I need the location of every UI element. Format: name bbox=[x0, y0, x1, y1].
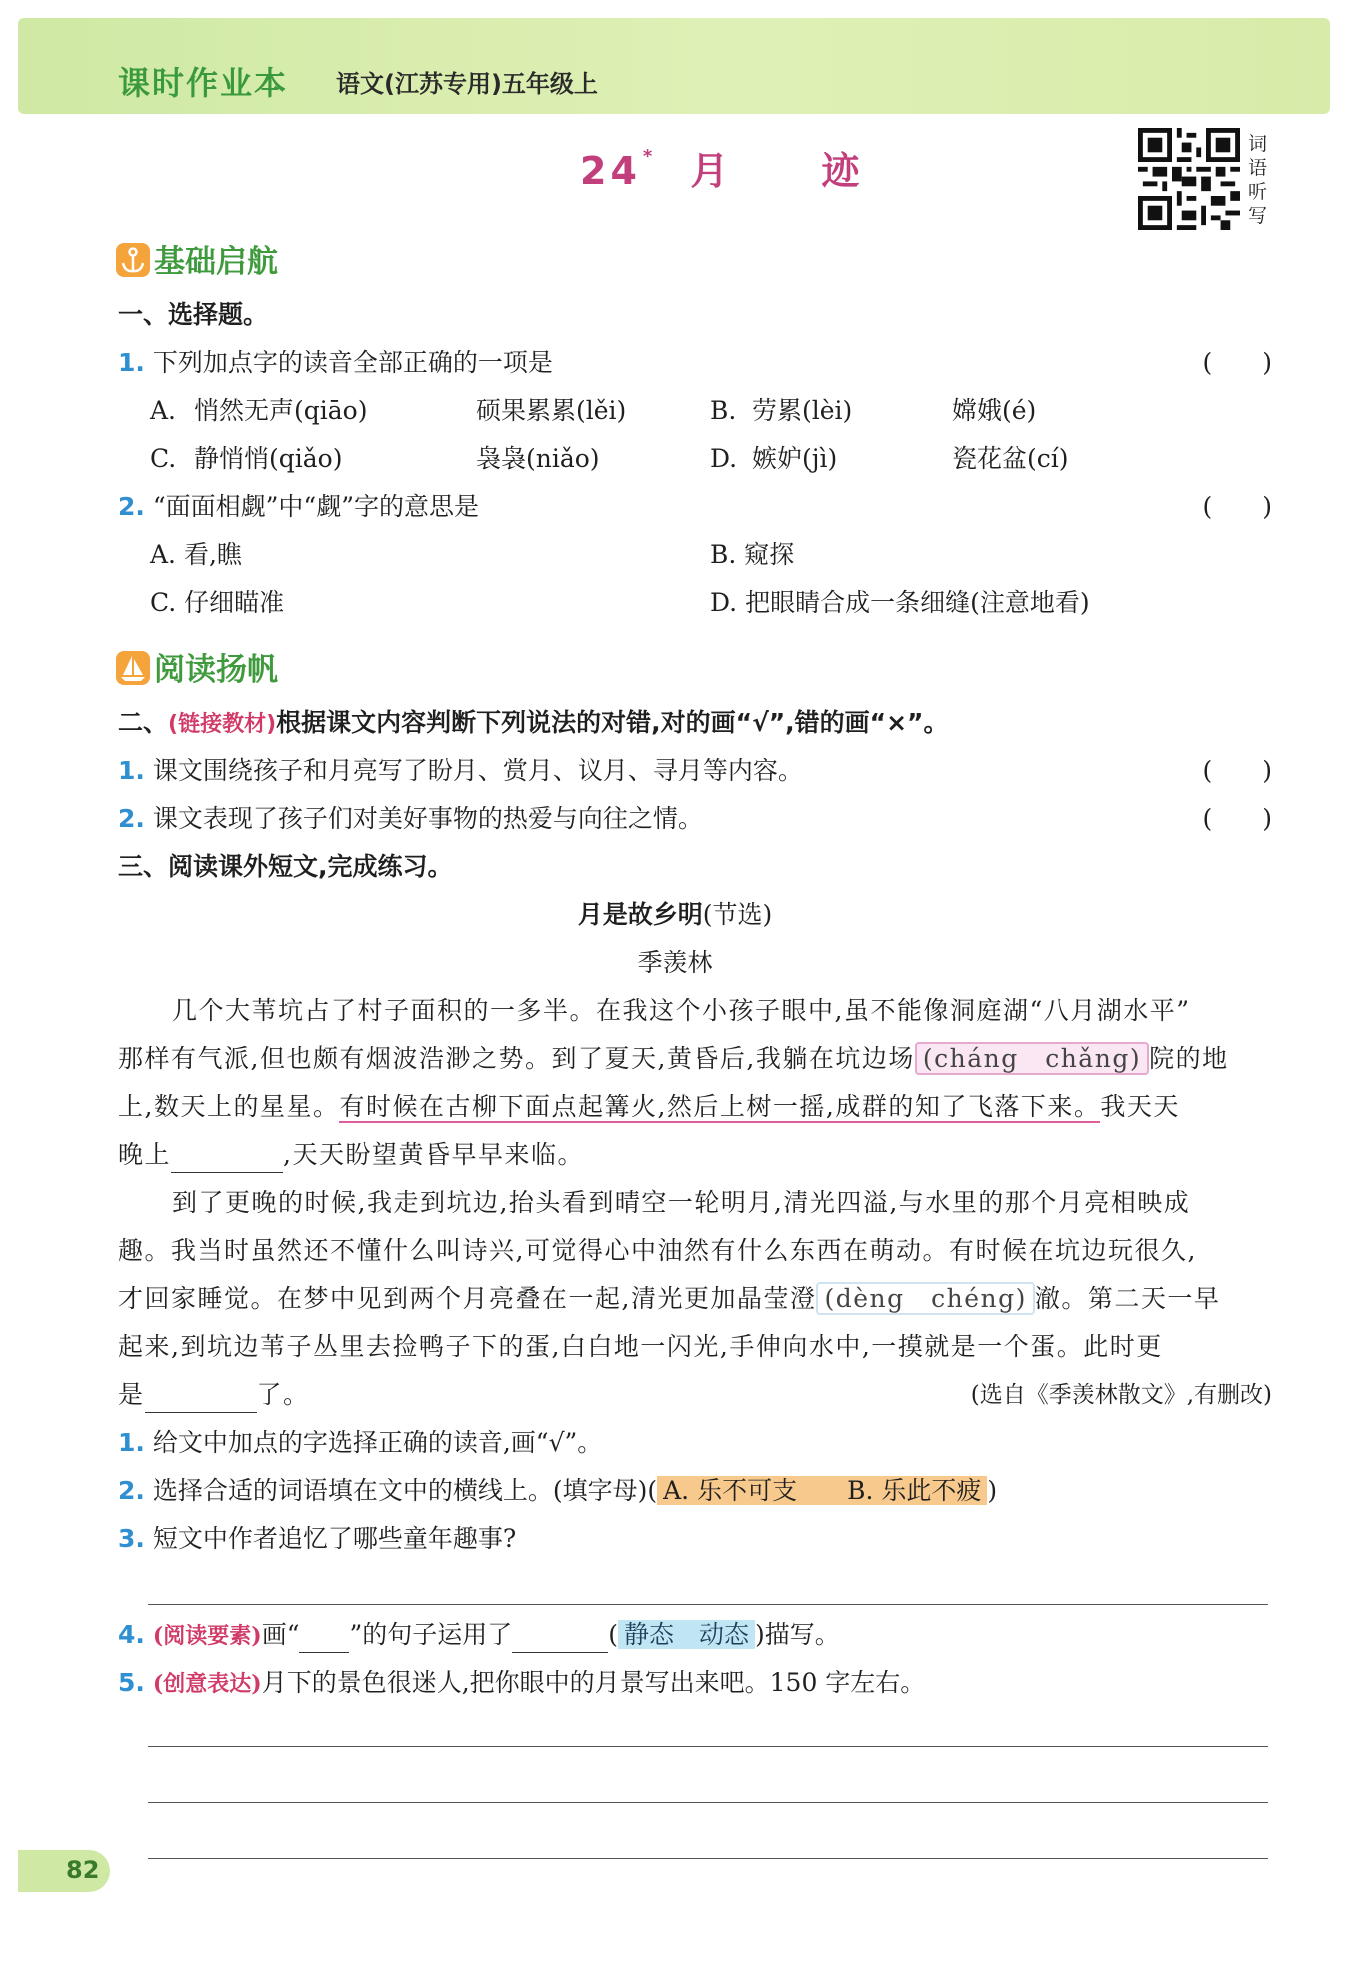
part2-heading-prefix: 二、 bbox=[118, 708, 169, 737]
answer-line-q5-3[interactable] bbox=[148, 1858, 1268, 1859]
article-p2-line5-a: 是 bbox=[118, 1380, 145, 1409]
qr-code-icon[interactable] bbox=[1138, 128, 1240, 230]
q2-option-a bbox=[150, 538, 242, 572]
q2-option-c-text: 仔细瞄准 bbox=[184, 588, 285, 617]
article-p2-line3-b: 澈。第二天一早 bbox=[1034, 1284, 1221, 1313]
pinyin-choice-2[interactable]: (dèng chéng) bbox=[816, 1282, 1034, 1315]
answer-line-q5-2[interactable] bbox=[148, 1802, 1268, 1803]
q1-text: 下列加点字的读音全部正确的一项是 bbox=[152, 348, 553, 377]
q1-option-a-label: A. bbox=[150, 396, 177, 425]
brand-title: 课时作业本 bbox=[118, 64, 289, 102]
lesson-name: 月 迹 bbox=[690, 149, 900, 193]
article-p1-line1: 几个大苇坑占了村子面积的一多半。在我这个小孩子眼中,虽不能像洞庭湖“八月湖水平” bbox=[172, 996, 1191, 1025]
q2-option-c-label: C. bbox=[150, 588, 177, 617]
article-source: (选自《季羡林散文》,有删改) bbox=[970, 1382, 1272, 1408]
q2-number: 2. bbox=[118, 492, 145, 521]
judge-item-2-text: 课文表现了孩子们对美好事物的热爱与向往之情。 bbox=[152, 804, 703, 833]
q2-answer-paren[interactable]: ( ) bbox=[1202, 492, 1272, 521]
q2-option-a-label: A. bbox=[150, 540, 177, 569]
judge-item-2 bbox=[118, 802, 703, 836]
sailboat-icon bbox=[116, 651, 150, 685]
q2-option-d-label: D. bbox=[710, 588, 738, 617]
fill-blank-2[interactable] bbox=[145, 1378, 257, 1413]
p3-q2-end: ) bbox=[987, 1476, 998, 1505]
article-p1-line2 bbox=[118, 1042, 1229, 1076]
article-p1-line2-a: 那样有气派,但也颇有烟波浩渺之势。到了夏天,黄昏后,我躺在坑边场 bbox=[118, 1044, 915, 1073]
p3-q4-number: 4. bbox=[118, 1620, 145, 1649]
p3-q2-options[interactable]: A. 乐不可支 B. 乐此不疲 bbox=[657, 1476, 987, 1505]
lesson-title bbox=[580, 140, 900, 195]
part2-tag: (链接教材) bbox=[168, 712, 277, 737]
p3-q2-number: 2. bbox=[118, 1476, 145, 1505]
pinyin-choice-1[interactable]: (cháng chǎng) bbox=[915, 1042, 1149, 1075]
fill-blank-1[interactable] bbox=[171, 1138, 283, 1173]
q2-option-b bbox=[710, 538, 794, 572]
p3-q5-tag: (创意表达) bbox=[152, 1671, 262, 1697]
q1-prompt bbox=[118, 346, 553, 380]
judge-item-1 bbox=[118, 754, 803, 788]
section-basic bbox=[116, 236, 278, 281]
article-p1-line4-b: ,天天盼望黄昏早早来临。 bbox=[283, 1140, 584, 1169]
article-title-note: (节选) bbox=[702, 900, 773, 929]
page-number-tab bbox=[18, 1850, 110, 1892]
part1-heading: 一、选择题。 bbox=[118, 300, 269, 329]
answer-line-q5-1[interactable] bbox=[148, 1746, 1268, 1747]
p3-q4-blank-answer[interactable] bbox=[512, 1618, 608, 1653]
article-p1-line4 bbox=[118, 1138, 584, 1173]
p3-q1-text: 给文中加点的字选择正确的读音,画“√”。 bbox=[152, 1428, 603, 1457]
judge-item-2-number: 2. bbox=[118, 804, 145, 833]
p3-q5-text: 月下的景色很迷人,把你眼中的月景写出来吧。150 字左右。 bbox=[261, 1668, 926, 1697]
q2-option-d-text: 把眼睛合成一条细缝(注意地看) bbox=[745, 588, 1090, 617]
p3-q4-text-1: 画“ bbox=[261, 1620, 300, 1649]
p3-q4-tag: (阅读要素) bbox=[152, 1623, 262, 1649]
section-reading-label: 阅读扬帆 bbox=[154, 652, 278, 688]
qr-label: 词语听写 bbox=[1248, 133, 1268, 227]
article-p2-line3 bbox=[118, 1282, 1220, 1316]
p3-q1-number: 1. bbox=[118, 1428, 145, 1457]
part2-heading-text: 根据课文内容判断下列说法的对错,对的画“√”,错的画“×”。 bbox=[276, 708, 949, 737]
section-basic-label: 基础启航 bbox=[154, 244, 278, 280]
book-subtitle: 语文(江苏专用)五年级上 bbox=[336, 70, 598, 98]
lesson-number: 24 bbox=[580, 149, 641, 193]
answer-line-q3[interactable] bbox=[148, 1604, 1268, 1605]
article-p1-line2-b: 院的地 bbox=[1149, 1044, 1229, 1073]
q2-prompt bbox=[118, 490, 479, 524]
article-p2-line5-b: 了。 bbox=[256, 1380, 310, 1409]
p3-q4-blank-mark[interactable] bbox=[299, 1618, 349, 1653]
part2-heading bbox=[118, 706, 948, 742]
article-p1-line3-b: 我天天 bbox=[1100, 1092, 1180, 1121]
p3-q4-text-2: ”的句子运用了 bbox=[349, 1620, 513, 1649]
judge-item-2-paren[interactable]: ( ) bbox=[1202, 804, 1272, 833]
anchor-icon bbox=[116, 243, 150, 277]
q1-option-a-word1: 悄然无声(qiāo) bbox=[194, 396, 368, 425]
part3-heading: 三、阅读课外短文,完成练习。 bbox=[118, 852, 453, 881]
q1-option-a-word2: 硕果累累(lěi) bbox=[476, 396, 627, 425]
judge-item-1-paren[interactable]: ( ) bbox=[1202, 756, 1272, 785]
article-p1-line3 bbox=[118, 1090, 1180, 1124]
p3-q4-options[interactable]: 静态 动态 bbox=[618, 1620, 755, 1649]
p3-q1 bbox=[118, 1426, 602, 1460]
q2-option-b-label: B. bbox=[710, 540, 737, 569]
p3-q3-number: 3. bbox=[118, 1524, 145, 1553]
q1-option-b-word1: 劳累(lèi) bbox=[752, 396, 853, 425]
q1-answer-paren[interactable]: ( ) bbox=[1202, 348, 1272, 377]
q1-option-c-label: C. bbox=[150, 444, 177, 473]
header-band bbox=[18, 18, 1330, 114]
article-p2-line3-a: 才回家睡觉。在梦中见到两个月亮叠在一起,清光更加晶莹澄 bbox=[118, 1284, 817, 1313]
q2-option-b-text: 窥探 bbox=[744, 540, 795, 569]
q1-option-d-word1: 嫉妒(jì) bbox=[752, 444, 838, 473]
article-p1-line4-a: 晚上 bbox=[118, 1140, 172, 1169]
p3-q3-text: 短文中作者追忆了哪些童年趣事? bbox=[152, 1524, 517, 1553]
judge-item-1-text: 课文围绕孩子和月亮写了盼月、赏月、议月、寻月等内容。 bbox=[152, 756, 803, 785]
p3-q4 bbox=[118, 1618, 840, 1653]
underlined-sentence: 有时候在古柳下面点起篝火,然后上树一摇,成群的知了飞落下来。 bbox=[339, 1092, 1101, 1121]
p3-q4-text-4: )描写。 bbox=[755, 1620, 840, 1649]
q1-option-d-label: D. bbox=[710, 444, 738, 473]
page-number: 82 bbox=[66, 1856, 100, 1884]
judge-item-1-number: 1. bbox=[118, 756, 145, 785]
p3-q2 bbox=[118, 1474, 997, 1508]
p3-q5-number: 5. bbox=[118, 1668, 145, 1697]
q1-option-c-word2: 袅袅(niǎo) bbox=[476, 444, 600, 473]
article-p2-line4: 起来,到坑边苇子丛里去捡鸭子下的蛋,白白地一闪光,手伸向水中,一摸就是一个蛋。此时更 bbox=[118, 1332, 1163, 1361]
q2-text: “面面相觑”中“觑”字的意思是 bbox=[152, 492, 479, 521]
article-p2-line5 bbox=[118, 1378, 310, 1413]
q2-option-d bbox=[710, 586, 1090, 620]
p3-q4-text-3: ( bbox=[608, 1620, 619, 1649]
q1-number: 1. bbox=[118, 348, 145, 377]
q1-option-b-label: B. bbox=[710, 396, 737, 425]
article-p2-line2: 趣。我当时虽然还不懂什么叫诗兴,可觉得心中油然有什么东西在萌动。有时候在坑边玩很久, bbox=[118, 1236, 1197, 1265]
article-title bbox=[0, 898, 1350, 932]
p3-q2-text: 选择合适的词语填在文中的横线上。(填字母)( bbox=[152, 1476, 658, 1505]
p3-q5 bbox=[118, 1666, 925, 1701]
section-reading bbox=[116, 644, 278, 689]
q2-option-a-text: 看,瞧 bbox=[183, 540, 242, 569]
q1-option-d-word2: 瓷花盆(cí) bbox=[952, 444, 1069, 473]
article-p2-line1: 到了更晚的时候,我走到坑边,抬头看到晴空一轮明月,清光四溢,与水里的那个月亮相映成 bbox=[172, 1188, 1191, 1217]
p3-q3 bbox=[118, 1522, 516, 1556]
lesson-star: * bbox=[642, 146, 657, 167]
q2-option-c bbox=[150, 586, 284, 620]
article-author: 季羡林 bbox=[637, 948, 713, 977]
article-p1-line3-a: 上,数天上的星星。 bbox=[118, 1092, 340, 1121]
q1-option-b-word2: 嫦娥(é) bbox=[952, 396, 1037, 425]
q1-option-c-word1: 静悄悄(qiǎo) bbox=[194, 444, 343, 473]
article-title-text: 月是故乡明 bbox=[577, 900, 703, 929]
